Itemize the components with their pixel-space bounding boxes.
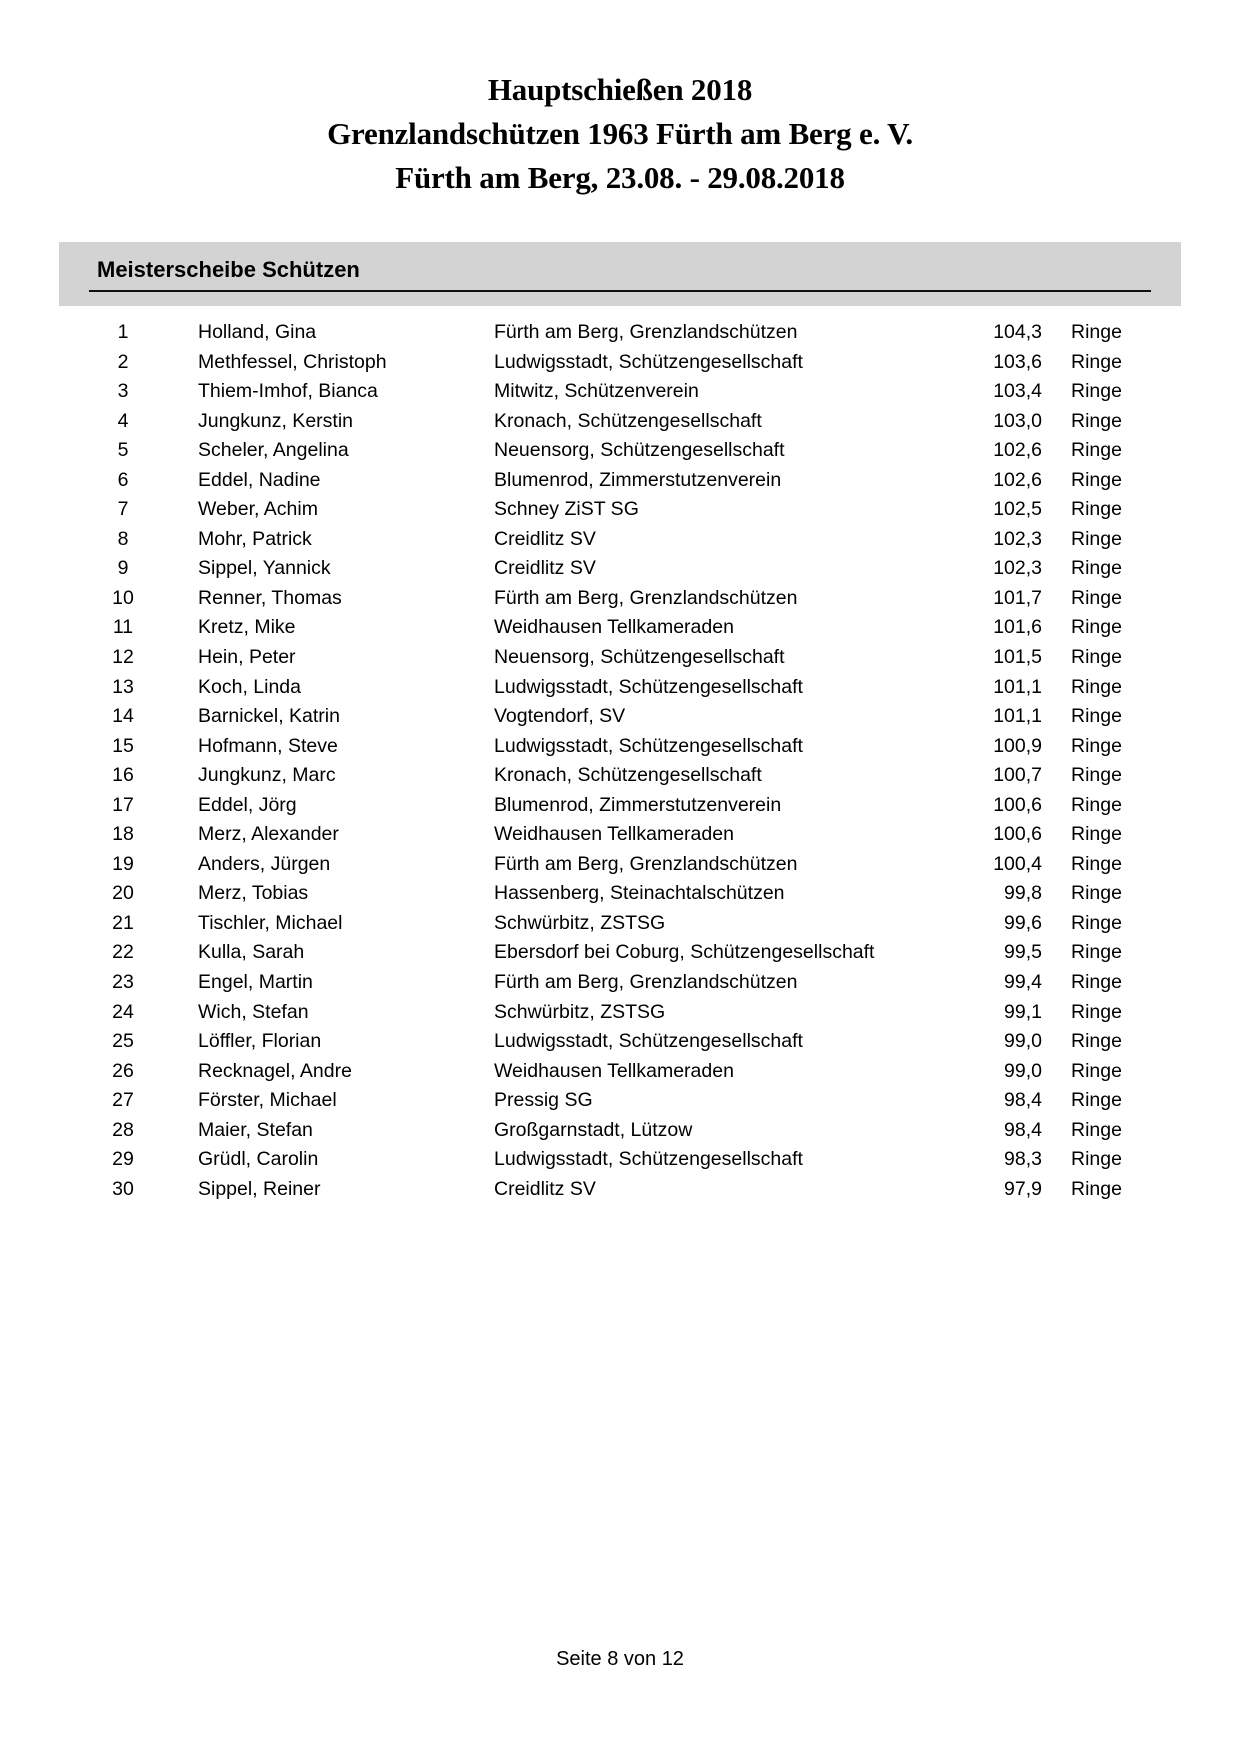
- unit-cell: Ringe: [1071, 498, 1122, 521]
- rank-cell: 26: [112, 1059, 134, 1082]
- rank-cell: 30: [112, 1177, 134, 1200]
- club-cell: Fürth am Berg, Grenzlandschützen: [494, 321, 798, 343]
- score-cell: 102,5: [993, 498, 1042, 521]
- document-header: [0, 68, 1240, 200]
- club-name: Grenzlandschützen 1963 Fürth am Berg e. V.: [327, 116, 913, 151]
- rank-cell: 9: [117, 557, 129, 580]
- unit-cell: Ringe: [1071, 409, 1122, 432]
- rank-cell: 25: [112, 1030, 134, 1053]
- unit-cell: Ringe: [1071, 1000, 1122, 1023]
- result-row: [0, 1057, 1240, 1087]
- score-cell: 99,1: [1004, 1000, 1042, 1023]
- rank-cell: 11: [112, 616, 134, 639]
- shooter-name-cell: Merz, Alexander: [198, 823, 339, 846]
- result-row: [0, 525, 1240, 555]
- unit-cell: Ringe: [1071, 439, 1122, 462]
- rank-cell: 5: [117, 439, 129, 462]
- club-cell: Fürth am Berg, Grenzlandschützen: [494, 971, 798, 994]
- result-row: [0, 1145, 1240, 1175]
- score-cell: 99,6: [1004, 911, 1042, 934]
- score-cell: 101,1: [993, 705, 1042, 728]
- rank-cell: 4: [117, 409, 129, 432]
- results-table: [0, 318, 1240, 1204]
- unit-cell: Ringe: [1071, 764, 1122, 787]
- unit-cell: Ringe: [1071, 557, 1122, 580]
- shooter-name-cell: Eddel, Nadine: [198, 468, 321, 491]
- club-cell: Weidhausen Tellkameraden: [494, 616, 734, 639]
- club-cell: Weidhausen Tellkameraden: [494, 823, 734, 846]
- score-cell: 100,9: [993, 734, 1042, 757]
- club-cell: Kronach, Schützengesellschaft: [494, 409, 762, 432]
- result-row: [0, 850, 1240, 880]
- rank-cell: 13: [112, 675, 134, 698]
- unit-cell: Ringe: [1071, 793, 1122, 816]
- result-row: [0, 673, 1240, 703]
- rank-cell: 27: [112, 1089, 134, 1112]
- rank-cell: 7: [117, 498, 129, 521]
- shooter-name-cell: Sippel, Reiner: [198, 1177, 321, 1200]
- unit-cell: Ringe: [1071, 882, 1122, 905]
- club-cell: Ludwigsstadt, Schützengesellschaft: [494, 1030, 803, 1053]
- rank-cell: 3: [117, 380, 129, 403]
- club-cell: Neuensorg, Schützengesellschaft: [494, 646, 785, 669]
- club-cell: Neuensorg, Schützengesellschaft: [494, 439, 785, 462]
- rank-cell: 12: [112, 646, 134, 669]
- score-cell: 104,3: [993, 321, 1042, 343]
- score-cell: 102,3: [993, 527, 1042, 550]
- result-row: [0, 938, 1240, 968]
- rank-cell: 10: [112, 586, 134, 609]
- result-row: [0, 1175, 1240, 1205]
- result-row: [0, 968, 1240, 998]
- shooter-name-cell: Koch, Linda: [198, 675, 301, 698]
- club-cell: Pressig SG: [494, 1089, 593, 1112]
- score-cell: 99,0: [1004, 1059, 1042, 1082]
- club-cell: Blumenrod, Zimmerstutzenverein: [494, 468, 782, 491]
- club-cell: Ludwigsstadt, Schützengesellschaft: [494, 350, 803, 373]
- result-row: [0, 702, 1240, 732]
- score-cell: 101,5: [993, 646, 1042, 669]
- score-cell: 103,6: [993, 350, 1042, 373]
- result-row: [0, 909, 1240, 939]
- club-cell: Großgarnstadt, Lützow: [494, 1118, 693, 1141]
- result-row: [0, 1027, 1240, 1057]
- result-row: [0, 879, 1240, 909]
- result-row: [0, 998, 1240, 1028]
- score-cell: 102,6: [993, 439, 1042, 462]
- shooter-name-cell: Anders, Jürgen: [198, 852, 331, 875]
- club-cell: Ebersdorf bei Coburg, Schützengesellschaft: [494, 941, 875, 964]
- shooter-name-cell: Grüdl, Carolin: [198, 1148, 319, 1171]
- score-cell: 99,5: [1004, 941, 1042, 964]
- club-cell: Schwürbitz, ZSTSG: [494, 911, 666, 934]
- club-cell: Mitwitz, Schützenverein: [494, 380, 699, 403]
- club-cell: Kronach, Schützengesellschaft: [494, 764, 762, 787]
- score-cell: 103,4: [993, 380, 1042, 403]
- result-row: [0, 791, 1240, 821]
- score-cell: 100,6: [993, 823, 1042, 846]
- shooter-name-cell: Methfessel, Christoph: [198, 350, 387, 373]
- club-cell: Creidlitz SV: [494, 557, 596, 580]
- shooter-name-cell: Barnickel, Katrin: [198, 705, 340, 728]
- rank-cell: 2: [117, 350, 129, 373]
- club-cell: Weidhausen Tellkameraden: [494, 1059, 734, 1082]
- event-location-date: Fürth am Berg, 23.08. - 29.08.2018: [395, 160, 845, 195]
- result-row: [0, 318, 1240, 348]
- score-cell: 101,7: [993, 586, 1042, 609]
- shooter-name-cell: Jungkunz, Kerstin: [198, 409, 354, 432]
- unit-cell: Ringe: [1071, 852, 1122, 875]
- club-cell: Ludwigsstadt, Schützengesellschaft: [494, 1148, 803, 1171]
- unit-cell: Ringe: [1071, 380, 1122, 403]
- score-cell: 100,7: [993, 764, 1042, 787]
- rank-cell: 24: [112, 1000, 134, 1023]
- rank-cell: 8: [117, 527, 129, 550]
- result-row: [0, 761, 1240, 791]
- result-row: [0, 436, 1240, 466]
- shooter-name-cell: Kretz, Mike: [198, 616, 296, 639]
- page-number: Seite 8 von 12: [556, 1648, 684, 1670]
- unit-cell: Ringe: [1071, 616, 1122, 639]
- score-cell: 103,0: [993, 409, 1042, 432]
- shooter-name-cell: Kulla, Sarah: [198, 941, 305, 964]
- event-title: Hauptschießen 2018: [487, 72, 753, 107]
- result-row: [0, 554, 1240, 584]
- club-cell: Schwürbitz, ZSTSG: [494, 1000, 666, 1023]
- rank-cell: 18: [112, 823, 134, 846]
- shooter-name-cell: Holland, Gina: [198, 321, 317, 343]
- club-cell: Fürth am Berg, Grenzlandschützen: [494, 852, 798, 875]
- shooter-name-cell: Thiem-Imhof, Bianca: [198, 380, 378, 403]
- score-cell: 101,6: [993, 616, 1042, 639]
- club-cell: Schney ZiST SG: [494, 498, 639, 521]
- unit-cell: Ringe: [1071, 971, 1122, 994]
- score-cell: 99,4: [1004, 971, 1042, 994]
- shooter-name-cell: Sippel, Yannick: [198, 557, 331, 580]
- rank-cell: 29: [112, 1148, 134, 1171]
- result-row: [0, 466, 1240, 496]
- rank-cell: 22: [112, 941, 134, 964]
- rank-cell: 15: [112, 734, 134, 757]
- shooter-name-cell: Recknagel, Andre: [198, 1059, 352, 1082]
- shooter-name-cell: Jungkunz, Marc: [198, 764, 336, 787]
- result-row: [0, 732, 1240, 762]
- unit-cell: Ringe: [1071, 1059, 1122, 1082]
- score-cell: 101,1: [993, 675, 1042, 698]
- unit-cell: Ringe: [1071, 823, 1122, 846]
- shooter-name-cell: Eddel, Jörg: [198, 793, 297, 816]
- rank-cell: 14: [112, 705, 134, 728]
- score-cell: 98,3: [1004, 1148, 1042, 1171]
- result-row: [0, 495, 1240, 525]
- rank-cell: 28: [112, 1118, 134, 1141]
- unit-cell: Ringe: [1071, 527, 1122, 550]
- rank-cell: 1: [117, 321, 129, 343]
- rank-cell: 20: [112, 882, 134, 905]
- shooter-name-cell: Engel, Martin: [198, 971, 313, 994]
- unit-cell: Ringe: [1071, 675, 1122, 698]
- unit-cell: Ringe: [1071, 1118, 1122, 1141]
- unit-cell: Ringe: [1071, 1030, 1122, 1053]
- unit-cell: Ringe: [1071, 586, 1122, 609]
- score-cell: 102,3: [993, 557, 1042, 580]
- score-cell: 99,8: [1004, 882, 1042, 905]
- result-row: [0, 643, 1240, 673]
- section-title: Meisterscheibe Schützen: [97, 257, 360, 282]
- club-cell: Fürth am Berg, Grenzlandschützen: [494, 586, 798, 609]
- unit-cell: Ringe: [1071, 1148, 1122, 1171]
- unit-cell: Ringe: [1071, 941, 1122, 964]
- score-cell: 100,6: [993, 793, 1042, 816]
- shooter-name-cell: Mohr, Patrick: [198, 527, 312, 550]
- club-cell: Hassenberg, Steinachtalschützen: [494, 882, 785, 905]
- shooter-name-cell: Hein, Peter: [198, 646, 296, 669]
- club-cell: Creidlitz SV: [494, 527, 596, 550]
- shooter-name-cell: Renner, Thomas: [198, 586, 342, 609]
- result-row: [0, 377, 1240, 407]
- shooter-name-cell: Tischler, Michael: [198, 911, 343, 934]
- unit-cell: Ringe: [1071, 1177, 1122, 1200]
- unit-cell: Ringe: [1071, 734, 1122, 757]
- shooter-name-cell: Weber, Achim: [198, 498, 318, 521]
- unit-cell: Ringe: [1071, 705, 1122, 728]
- score-cell: 102,6: [993, 468, 1042, 491]
- score-cell: 98,4: [1004, 1118, 1042, 1141]
- shooter-name-cell: Merz, Tobias: [198, 882, 309, 905]
- unit-cell: Ringe: [1071, 350, 1122, 373]
- unit-cell: Ringe: [1071, 1089, 1122, 1112]
- section-divider: [89, 290, 1151, 292]
- shooter-name-cell: Wich, Stefan: [198, 1000, 309, 1023]
- unit-cell: Ringe: [1071, 468, 1122, 491]
- score-cell: 99,0: [1004, 1030, 1042, 1053]
- shooter-name-cell: Scheler, Angelina: [198, 439, 349, 462]
- unit-cell: Ringe: [1071, 646, 1122, 669]
- rank-cell: 23: [112, 971, 134, 994]
- result-row: [0, 1086, 1240, 1116]
- result-row: [0, 820, 1240, 850]
- score-cell: 98,4: [1004, 1089, 1042, 1112]
- club-cell: Blumenrod, Zimmerstutzenverein: [494, 793, 782, 816]
- shooter-name-cell: Maier, Stefan: [198, 1118, 313, 1141]
- result-row: [0, 584, 1240, 614]
- result-row: [0, 1116, 1240, 1146]
- shooter-name-cell: Löffler, Florian: [198, 1030, 322, 1053]
- rank-cell: 19: [112, 852, 134, 875]
- unit-cell: Ringe: [1071, 321, 1122, 343]
- unit-cell: Ringe: [1071, 911, 1122, 934]
- result-row: [0, 348, 1240, 378]
- rank-cell: 17: [112, 793, 134, 816]
- shooter-name-cell: Förster, Michael: [198, 1089, 337, 1112]
- rank-cell: 6: [117, 468, 129, 491]
- result-row: [0, 613, 1240, 643]
- shooter-name-cell: Hofmann, Steve: [198, 734, 338, 757]
- result-row: [0, 407, 1240, 437]
- club-cell: Ludwigsstadt, Schützengesellschaft: [494, 734, 803, 757]
- club-cell: Creidlitz SV: [494, 1177, 596, 1200]
- score-cell: 97,9: [1004, 1177, 1042, 1200]
- rank-cell: 16: [112, 764, 134, 787]
- club-cell: Ludwigsstadt, Schützengesellschaft: [494, 675, 803, 698]
- score-cell: 100,4: [993, 852, 1042, 875]
- rank-cell: 21: [112, 911, 134, 934]
- club-cell: Vogtendorf, SV: [494, 705, 626, 728]
